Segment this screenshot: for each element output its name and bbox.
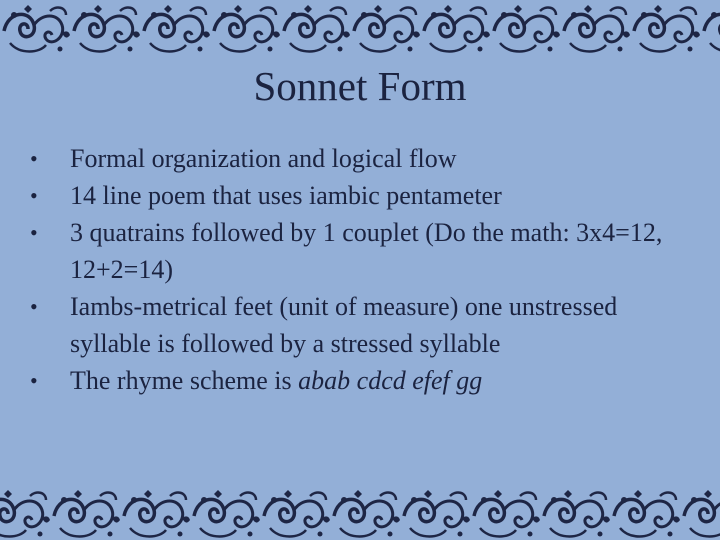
slide-title: Sonnet Form [253, 63, 467, 109]
bullet-item [28, 288, 688, 362]
bullet-item [28, 177, 688, 214]
bullet-text: 3 quatrains followed by 1 couplet (Do the math: 3x4=12, 12+2=14) [70, 218, 663, 284]
bullet-dot-icon: • [30, 294, 38, 319]
bullet-dot-icon: • [30, 146, 38, 171]
bullet-dot-icon: • [30, 220, 38, 245]
top-ornamental-border [0, 0, 720, 58]
bullet-item [28, 140, 688, 177]
scroll-flourish-border-icon [0, 0, 720, 58]
bullet-dot-icon: • [30, 368, 38, 393]
bullet-text: The rhyme scheme is [70, 366, 299, 395]
bullet-text: Formal organization and logical flow [70, 144, 457, 173]
bullet-list [28, 140, 688, 399]
bottom-ornamental-border [0, 488, 720, 540]
scroll-flourish-border-icon [0, 488, 720, 540]
bullet-text: Iambs-metrical feet (unit of measure) one unstressed syllable is followed by a stressed syllable [70, 292, 618, 358]
bullet-text: 14 line poem that uses iambic pentameter [70, 181, 502, 210]
bullet-item [28, 214, 688, 288]
rhyme-scheme-text: abab cdcd efef gg [298, 366, 483, 395]
bullet-dot-icon: • [30, 183, 38, 208]
bullet-item [28, 362, 688, 399]
